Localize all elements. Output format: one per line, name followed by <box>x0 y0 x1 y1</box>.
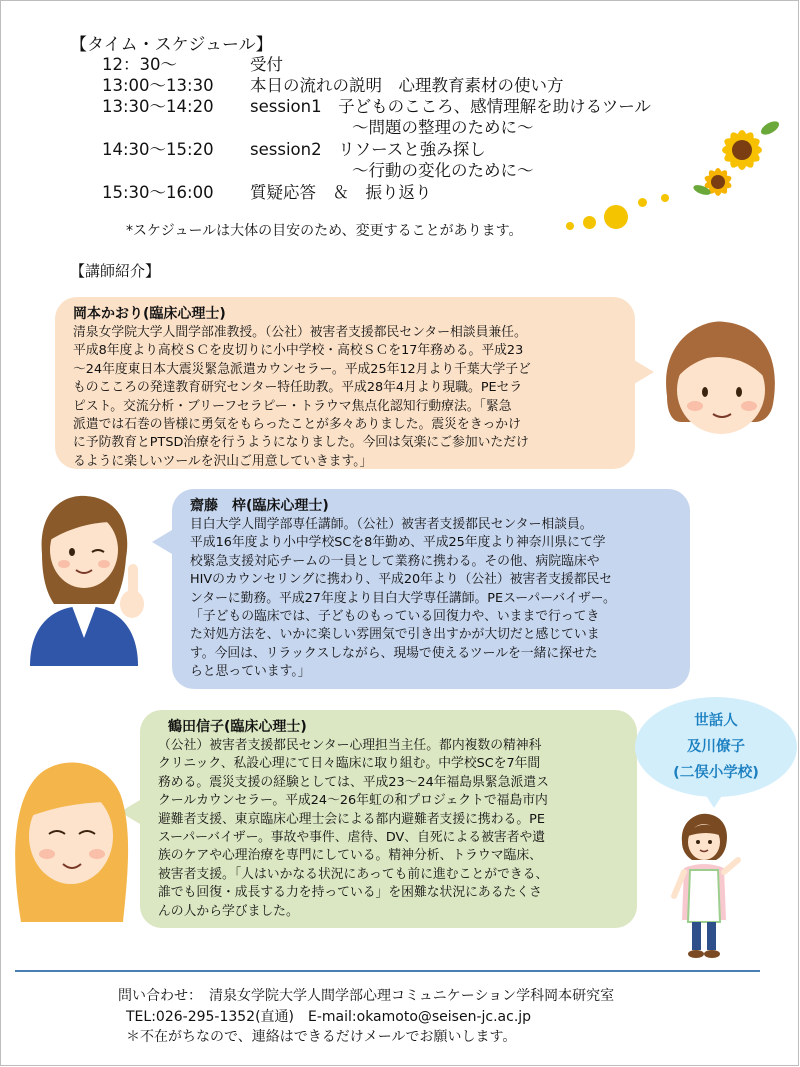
instructor-bio-line: 族のケアや心理治療を専門にしている。精神分析、トラウマ臨床、 <box>158 848 542 864</box>
instructor-bio-line: るように楽しいツールを沢山ご用意していきます。」 <box>73 453 373 469</box>
instructor-bio-line: 清泉女学院大学人間学部准教授。（公社）被害者支援都民センター相談員兼任。 <box>73 325 527 340</box>
schedule-text: session1 子どものこころ、感情理解を助けるツール <box>250 97 651 116</box>
instructor-bio-line: クリニック、私設心理にて日々臨床に取り組む。中学校SCを7年間 <box>158 756 541 772</box>
organizer-figure-icon <box>664 812 744 962</box>
schedule-subtitle: ～問題の整理のために～ <box>352 118 534 137</box>
instructor-bio-line: 平成8年度より高校ＳＣを皮切りに小中学校・高校ＳＣを17年務める。平成23 <box>73 343 524 359</box>
schedule-time: 15:30～16:00 <box>102 183 214 202</box>
instructor-bio-line: 「子どもの臨床では、子どものもっている回復力や、いままで行ってき <box>190 609 600 625</box>
schedule-title: 【タイム・スケジュール】 <box>70 35 273 55</box>
instructor-bio-line: 避難者支援、東京臨床心理士会による都内避難者支援に携わる。PE <box>158 811 545 827</box>
saito-portrait-icon <box>20 488 160 668</box>
schedule-row <box>102 179 432 203</box>
schedule-text: 本日の流れの説明 心理教育素材の使い方 <box>250 76 564 95</box>
instructor-bio-line: 務める。震災支援の経験としては、平成23～24年福島県緊急派遣ス <box>158 774 549 790</box>
tsuruta-portrait-icon <box>5 752 135 927</box>
instructor-bio-line: に予防教育とPTSD治療を行うようになりました。今回は気楽にご参加いただけ <box>73 435 529 451</box>
instructor-bio-line: （公社）被害者支援都民センター心理担当主任。都内複数の精神科 <box>158 738 542 753</box>
instructor-bio-line: 派遣では石巻の皆様に勇気をもらったことが多々ありました。震災をきっかけ <box>73 417 521 433</box>
bubble-tail <box>705 794 723 808</box>
organizer-badge <box>635 697 797 797</box>
schedule-subtitle: ～行動の変化のために～ <box>352 161 534 180</box>
instructor-bio-line: た対処方法を、いかに楽しい雰囲気で引き出すかが大切だと感じていま <box>190 627 600 643</box>
instructors-title: 【講師紹介】 <box>70 262 161 280</box>
instructor-name: 鶴田信子(臨床心理士) <box>168 719 307 735</box>
instructor-bio-line: ～24年度東日本大震災緊急派遣カウンセラー。平成25年12月より千葉大学子ど <box>73 361 531 377</box>
schedule-note: *スケジュールは大体の目安のため、変更することがあります。 <box>126 223 523 239</box>
organizer-school: (二俣小学校) <box>673 765 759 781</box>
instructor-card-okamoto <box>55 297 635 469</box>
organizer-name: 及川僚子 <box>687 739 745 755</box>
instructor-bio-line: 被害者支援。「人はいかなる状況にあっても前に進むことができる、 <box>158 866 549 882</box>
instructor-bio-line: 誰でも回復・成長する力を持っている」を困難な状況にあるたくさ <box>158 885 542 901</box>
schedule-time: 14:30～15:20 <box>102 140 214 159</box>
schedule-text: 質疑応答 ＆ 振り返り <box>250 183 432 202</box>
schedule-text: session2 リソースと強み探し <box>250 140 486 159</box>
instructor-bio-line: スーパーバイザー。事故や事件、虐待、DV、自死による被害者や遺 <box>158 830 546 846</box>
instructor-bio-line: んの人から学びました。 <box>158 903 299 919</box>
instructor-bio-line: クールカウンセラー。平成24～26年虹の和プロジェクトで福島市内 <box>158 793 548 809</box>
instructor-name: 岡本かおり(臨床心理士) <box>73 306 226 322</box>
schedule-time: 13:30～14:20 <box>102 97 214 116</box>
instructor-bio-line: ものこころの発達教育研究センター特任助教。平成28年4月より現職。PEセラ <box>73 380 523 396</box>
contact-line: 問い合わせ： 清泉女学院大学人間学部心理コミュニケーション学科岡本研究室 <box>118 988 615 1004</box>
instructor-bio-line: 平成16年度より小中学校SCを8年勤め、平成25年度より神奈川県にて学 <box>190 535 606 551</box>
instructor-card-saito <box>172 489 690 689</box>
instructor-card-tsuruta <box>140 710 637 928</box>
organizer-label: 世話人 <box>694 713 738 729</box>
instructor-bio-line: 目白大学人間学部専任講師。（公社）被害者支援都民センター相談員。 <box>190 517 593 532</box>
okamoto-portrait-icon <box>655 318 785 448</box>
instructor-name: 齋藤 梓(臨床心理士) <box>190 498 329 514</box>
schedule-text: 受付 <box>250 55 283 74</box>
divider <box>15 970 760 972</box>
contact-tel-email: TEL:026-295-1352(直通) E-mail:okamoto@seisen-jc.ac.jp <box>126 1009 532 1025</box>
instructor-bio-line: らと思っています。」 <box>190 664 311 680</box>
sunflower-icon <box>682 118 792 208</box>
schedule-time: 12：30～ <box>102 55 177 74</box>
instructor-bio-line: す。今回は、リラックスしながら、現場で使えるツールを一緒に探せた <box>190 645 598 661</box>
instructor-bio-line: ピスト。交流分析・ブリーフセラピー・トラウマ焦点化認知行動療法。「緊急 <box>73 398 512 414</box>
instructor-bio-line: 校緊急支援対応チームの一員として業務に携わる。その他、病院臨床や <box>190 553 600 569</box>
instructor-bio-line: HIVのカウンセリングに携わり、平成20年より（公社）被害者支援都民セ <box>190 572 613 588</box>
instructor-bio-line: ンターに勤務。平成27年度より目白大学専任講師。PEスーパーバイザー。 <box>190 590 616 606</box>
contact-note: ＊不在がちなので、連絡はできるだけメールでお願いします。 <box>126 1029 517 1045</box>
schedule-time: 13:00～13:30 <box>102 76 214 95</box>
bubble-tail <box>634 360 654 384</box>
